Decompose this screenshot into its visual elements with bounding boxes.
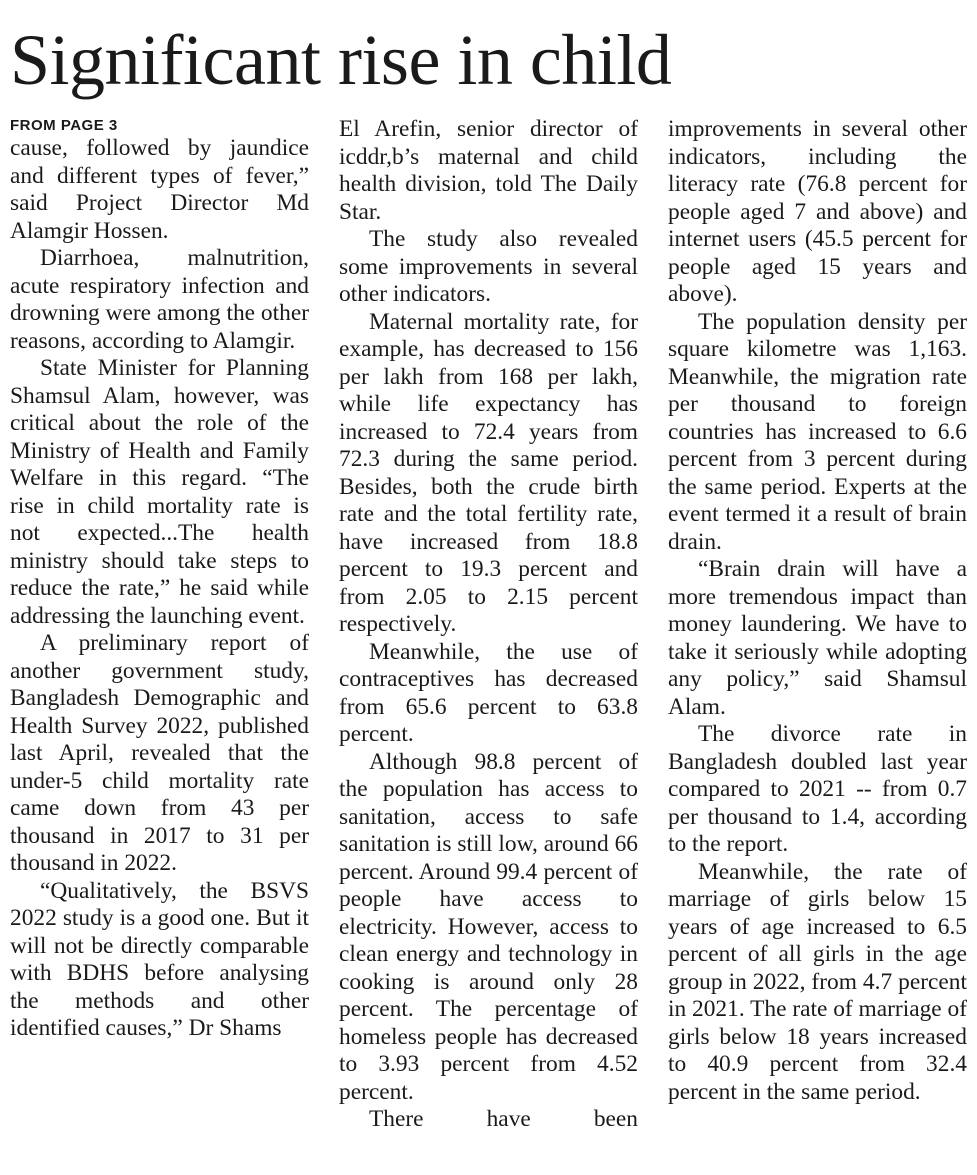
paragraph: Although 98.8 percent of the population has access to sanitation, access to safe sanitation is still low, around 66 percent. Around 99.4 percent of people have access to electricity. However, access to clean energy and technology in cooking is around only 28 percent. The percentage of homeless people has decreased to 3.93 percent from 4.52 percent. [339, 748, 638, 1105]
paragraph: The study also revealed some improvements in several other indicators. [339, 226, 638, 307]
paragraph: Meanwhile, the use of contraceptives has decreased from 65.6 percent to 63.8 percent. [339, 638, 638, 747]
paragraph: Diarrhoea, malnutrition, acute respiratory infection and drowning were among the other reasons, according to Alamgir. [10, 245, 309, 354]
paragraph: A preliminary report of another government study, Bangladesh Demographic and Health Survey 2022, published last April, revealed that the under-5 child mortality rate came down from 43 per thousand in 2017 to 31 per thousand in 2022. [10, 630, 309, 876]
article-column-3 [668, 116, 967, 1171]
continuation-kicker: FROM PAGE 3 [10, 117, 118, 134]
paragraph: improvements in several other indicators, including the literacy rate (76.8 percent for people aged 7 and above) and internet users (45.5 percent for people aged 15 years and above). [668, 116, 967, 307]
paragraph: There have been [369, 1106, 638, 1132]
paragraph: The population density per square kilometre was 1,163. Meanwhile, the migration rate per thousand to foreign countries has increased to 6.6 percent from 3 percent during the same period. Experts at the event termed it a result of brain drain. [668, 308, 967, 555]
paragraph: cause, followed by jaundice and different types of fever,” said Project Director Md Alamgir Hossen. [10, 135, 309, 244]
paragraph: “Qualitatively, the BSVS 2022 study is a good one. But it will not be directly comparable with BDHS before analysing the methods and other identified causes,” Dr Shams [10, 877, 309, 1041]
paragraph: Maternal mortality rate, for example, has decreased to 156 per lakh from 168 per lakh, while life expectancy has increased to 72.4 years from 72.3 during the same period. Besides, both the crude birth rate and the total fertility rate, have increased from 18.8 percent to 19.3 percent and from 2.05 to 2.15 percent respectively. [339, 308, 638, 637]
article-column-1 [10, 116, 309, 1171]
paragraph: Meanwhile, the rate of marriage of girls below 15 years of age increased to 6.5 percent of all girls in the age group in 2022, from 4.7 percent in 2021. The rate of marriage of girls below 18 years increased to 40.9 percent from 32.4 percent in the same period. [668, 858, 967, 1105]
paragraph: El Arefin, senior director of icddr,b’s maternal and child health division, told The Daily Star. [339, 116, 638, 225]
article-column-2 [339, 116, 638, 1171]
paragraph: State Minister for Planning Shamsul Alam, however, was critical about the role of the Ministry of Health and Family Welfare in this regard. “The rise in child mortality rate is not expected...The health ministry should take steps to reduce the rate,” he said while addressing the launching event. [10, 355, 309, 629]
headline: Significant rise in child [10, 20, 672, 100]
paragraph: “Brain drain will have a more tremendous impact than money laundering. We have to take it seriously while adopting any policy,” said Shamsul Alam. [668, 556, 967, 720]
paragraph: The divorce rate in Bangladesh doubled last year compared to 2021 -- from 0.7 per thousand to 1.4, according to the report. [668, 721, 967, 857]
